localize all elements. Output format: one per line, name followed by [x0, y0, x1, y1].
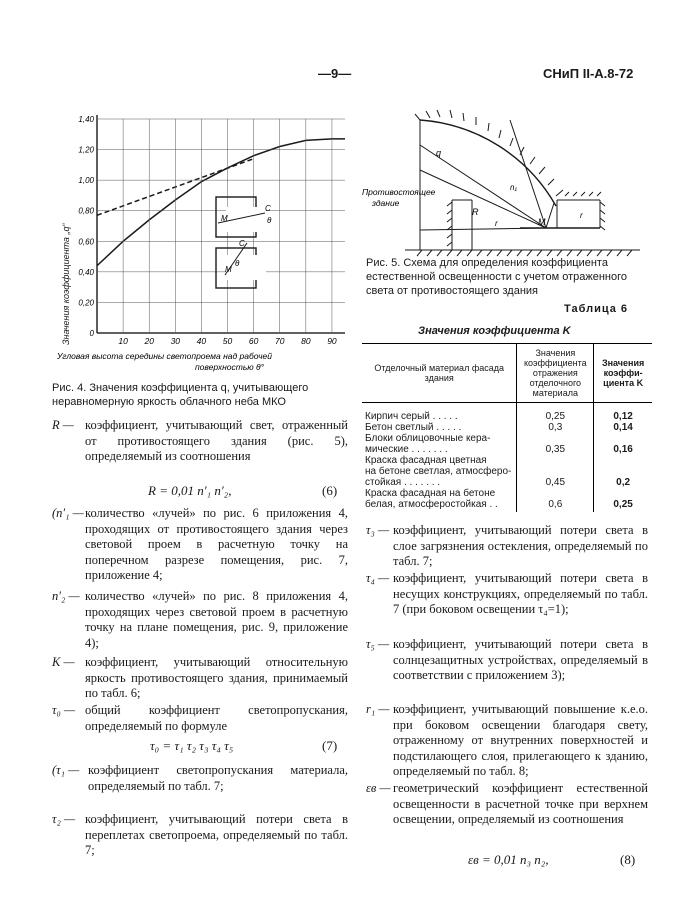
x-tick-label: 80 — [301, 336, 311, 346]
label-M: M — [538, 217, 546, 227]
def-t1: (τ₁ — коэффициент светопропускания материала, определяемый по табл. 7; — [52, 763, 348, 793]
formula-6: R = 0,01 n′₁ n′₂, — [148, 483, 232, 498]
def-r1: r₁ — коэффициент, учитывающий повышение к.е.о. при боковом освещении благодаря свету, отраженному от внутренних поверхностей и подстилающего слоя, прилегающего к зданию, определяемый по табл. 8; — [366, 702, 648, 779]
y-tick-label: 0,20 — [78, 298, 94, 308]
x-tick-label: 20 — [144, 336, 154, 346]
inset-label-m-2: M — [225, 265, 232, 274]
col-material-header: Отделочный материал фасада здания — [362, 344, 517, 403]
label-R: R — [472, 207, 479, 217]
y-tick-label: 0,60 — [78, 237, 94, 247]
figure4-caption: Рис. 4. Значения коэффициента q, учитывающего неравномерную яркость облачного неба МКО — [52, 382, 309, 408]
inset-label-c: C — [265, 204, 271, 213]
table-title: Значения коэффициента K — [418, 325, 571, 337]
def-t0: τ₀ — общий коэффициент светопропускания, определяемый по формуле — [52, 703, 348, 733]
figure4-chart — [55, 105, 355, 380]
formula-8: εв = 0,01 n₃ n₂, — [468, 852, 549, 867]
series-line-solid — [97, 139, 345, 266]
col-k-header: Значения коэффициента K — [594, 344, 652, 403]
def-R: R — коэффициент, учитывающий свет, отраженный от противостоящего здания (рис. 5), определяемый из соотношения — [52, 418, 348, 464]
y-tick-label: 1,20 — [78, 145, 94, 155]
table-row: Бетон светлый . . . . . 0,3 0,14 — [362, 422, 652, 433]
label-opposite-building-2: здание — [372, 198, 400, 208]
label-r-2: r — [580, 211, 583, 220]
y-tick-label: 0,40 — [78, 267, 94, 277]
x-tick-label: 50 — [222, 336, 233, 346]
table-number: Таблица 6 — [564, 303, 629, 315]
label-r: r — [495, 219, 498, 228]
y-axis-label: Значения коэффициента „q“ — [61, 223, 71, 345]
document-code: СНиП II-А.8-72 — [543, 66, 634, 81]
figure5-diagram — [360, 90, 640, 260]
x-tick-label: 40 — [196, 336, 207, 346]
def-K: K — коэффициент, учитывающий относительную яркость противостоящего здания, принимаемый по табл. 6; — [52, 655, 348, 701]
def-t3: τ₃ — коэффициент, учитывающий потери света в слое загрязнения остекления, определяемый по табл. 7; — [366, 523, 648, 569]
x-axis-label-line2: поверхностью θ° — [195, 362, 265, 372]
label-n1: n₁ — [510, 183, 517, 192]
table-row: Блоки облицовочные кера- мические . . . . . . . 0,35 0,16 — [362, 433, 652, 455]
figure5-caption: Рис. 5. Схема для определения коэффициента естественной освещенности с учетом отраженного света от противостоящего здания — [366, 257, 627, 297]
eq-number-7: (7) — [322, 738, 338, 753]
table-row: Кирпич серый . . . . . 0,25 0,12 — [362, 411, 652, 422]
k-table — [362, 343, 652, 512]
def-eb: εв — геометрический коэффициент естественной освещенности в расчетной точке при верхнем освещении, определяемый из соотношения — [366, 781, 648, 827]
eq-number-6: (6) — [322, 483, 338, 498]
def-n2: n′₂ — количество «лучей» по рис. 8 приложения 4, проходящих через световой проем в расчетную точку на плане помещения, рис. 9, приложение 4); — [52, 589, 348, 650]
y-tick-label: 1,40 — [78, 115, 94, 124]
eq-number-8: (8) — [620, 852, 636, 867]
inset-label-c-2: C — [239, 239, 245, 248]
label-q: q — [436, 148, 442, 158]
def-n1: (n′₁ — количество «лучей» по рис. 6 приложения 4, проходящих от противостоящего здания через световой проем в расчетную точку на поперечном разрезе помещения, рис. 7, приложение 4; — [52, 506, 348, 583]
def-t2: τ₂ — коэффициент, учитывающий потери света в переплетах светопроема, определяемый по табл. 7; — [52, 812, 348, 858]
y-tick-label: 1,00 — [78, 176, 94, 186]
table-row: Краска фасадная цветная на бетоне светлая, атмосферо- стойкая . . . . . . . 0,45 0,2 — [362, 455, 652, 488]
inset-label-theta: θ — [267, 216, 272, 225]
label-opposite-building-1: Противостоящее — [362, 187, 436, 197]
x-tick-label: 60 — [248, 336, 259, 346]
col-reflect-header: Значения коэффициента отражения отделочного материала — [517, 344, 594, 403]
x-axis-label-line1: Угловая высота середины светопроема над рабочей — [57, 351, 272, 361]
x-tick-label: 10 — [118, 336, 128, 346]
x-tick-label: 30 — [170, 336, 181, 346]
y-tick-label: 0,80 — [78, 206, 94, 216]
def-t5: τ₅ — коэффициент, учитывающий потери света в солнцезащитных устройствах, определяемый в соответствии с приложением 3); — [366, 637, 648, 683]
x-tick-label: 90 — [327, 336, 337, 346]
page-number: —9— — [318, 66, 352, 81]
def-t4: τ₄ — коэффициент, учитывающий потери света в несущих конструкциях, определяемый по табл. 7 (при боковом освещении τ₄=1); — [366, 571, 648, 617]
formula-7: τ₀ = τ₁ τ₂ τ₃ τ₄ τ₅ — [150, 738, 234, 753]
table-row: Краска фасадная на бетоне белая, атмосферостойкая . . 0,6 0,25 — [362, 488, 652, 512]
inset-label-theta-2: θ — [235, 259, 240, 268]
x-tick-label: 70 — [275, 336, 285, 346]
y-tick-label: 0 — [89, 329, 94, 338]
inset-label-m: M — [221, 214, 228, 223]
